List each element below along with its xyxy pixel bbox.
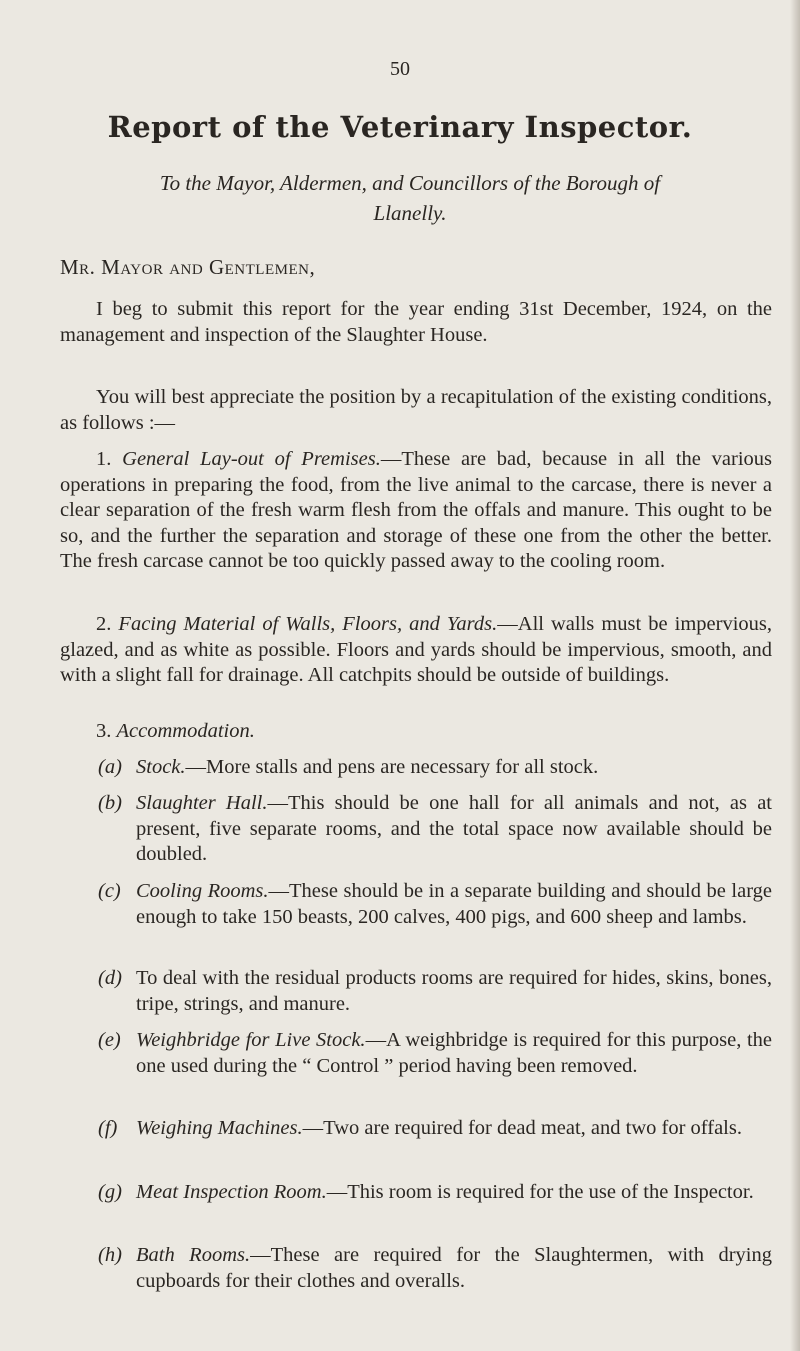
item-label: (e) — [98, 1029, 121, 1051]
section-1 — [60, 447, 772, 575]
section-2-text: —All walls must be impervious, glazed, and as white as possible. Floors and yards should be impervious, smooth, and with a slight fall for drainage. All catchpits should be outside of buildings. — [60, 613, 772, 686]
item-text: —This should be one hall for all animals and not, as at present, five separate rooms, and the total space now available should be doubled. — [136, 792, 772, 865]
section-2-heading: Facing Material of Walls, Floors, and Yards. — [118, 613, 498, 635]
section-1-number: 1. — [96, 448, 112, 470]
report-title: Report of the Veterinary Inspector. — [107, 110, 693, 144]
intro-text: I beg to submit this report for the year ending 31st December, 1924, on the management and inspection of the Slaughter House. — [60, 298, 772, 346]
item-label: (f) — [98, 1117, 118, 1139]
item-label: (b) — [98, 792, 122, 814]
page-number: 50 — [390, 58, 410, 80]
item-label: (d) — [98, 967, 122, 989]
item-label: (h) — [98, 1244, 122, 1266]
item-heading: Cooling Rooms. — [136, 880, 269, 902]
lead-in-text: You will best appreciate the position by a recapitulation of the existing conditions, as follows :— — [60, 386, 772, 434]
item-text: —These should be in a separate building and should be large enough to take 150 beasts, 200 calves, 400 pigs, and 600 sheep and lambs. — [136, 880, 773, 928]
section-3-number: 3. — [96, 720, 112, 742]
item-text: —Two are required for dead meat, and two for offals. — [302, 1117, 742, 1139]
section-2 — [60, 612, 772, 689]
item-label: (g) — [98, 1181, 122, 1203]
intro-paragraph — [60, 297, 772, 348]
item-heading: Slaughter Hall. — [136, 792, 268, 814]
accommodation-item-f — [98, 1116, 772, 1142]
section-3 — [60, 720, 255, 743]
item-text: —A weighbridge is required for this purpose, the one used during the “ Control ” period having been removed. — [136, 1029, 772, 1077]
accommodation-item-c — [98, 879, 772, 930]
item-label: (c) — [98, 880, 121, 902]
accommodation-item-g — [98, 1180, 772, 1206]
lead-in-paragraph — [60, 385, 772, 436]
item-heading: Meat Inspection Room. — [136, 1181, 327, 1203]
item-text: —These are required for the Slaughtermen, with drying cupboards for their clothes and overalls. — [136, 1244, 772, 1292]
salutation: Mr. Mayor and Gentlemen, — [60, 255, 316, 279]
item-text: —More stalls and pens are necessary for all stock. — [185, 756, 599, 778]
address-line-1: To the Mayor, Aldermen, and Councillors of the Borough of — [159, 171, 661, 195]
item-heading: Weighing Machines. — [136, 1117, 303, 1139]
item-label: (a) — [98, 756, 122, 778]
item-text: To deal with the residual products rooms are required for hides, skins, bones, tripe, strings, and manure. — [136, 967, 772, 1015]
accommodation-item-e — [98, 1028, 772, 1079]
accommodation-item-b — [98, 791, 772, 868]
item-heading: Bath Rooms. — [136, 1244, 251, 1266]
section-1-text: —These are bad, because in all the various operations in preparing the food, from the live animal to the carcase, there is never a clear separation of the fresh warm flesh from the offals and manure. This ought to be so, and the further the separation and storage of these one from the other the better. The fresh carcase cannot be too quickly passed away to the cooling room. — [60, 448, 773, 572]
item-text: —This room is required for the use of the Inspector. — [326, 1181, 754, 1203]
page-edge-shadow — [790, 0, 800, 1351]
accommodation-item-d — [98, 966, 772, 1017]
section-2-number: 2. — [96, 613, 112, 635]
item-heading: Stock. — [136, 756, 186, 778]
section-3-heading: Accommodation. — [116, 720, 255, 742]
section-1-heading: General Lay-out of Premises. — [122, 448, 381, 470]
accommodation-item-a — [98, 755, 772, 781]
address-block — [60, 168, 760, 228]
address-line-2: Llanelly. — [373, 201, 447, 225]
accommodation-item-h — [98, 1243, 772, 1294]
item-heading: Weighbridge for Live Stock. — [136, 1029, 366, 1051]
